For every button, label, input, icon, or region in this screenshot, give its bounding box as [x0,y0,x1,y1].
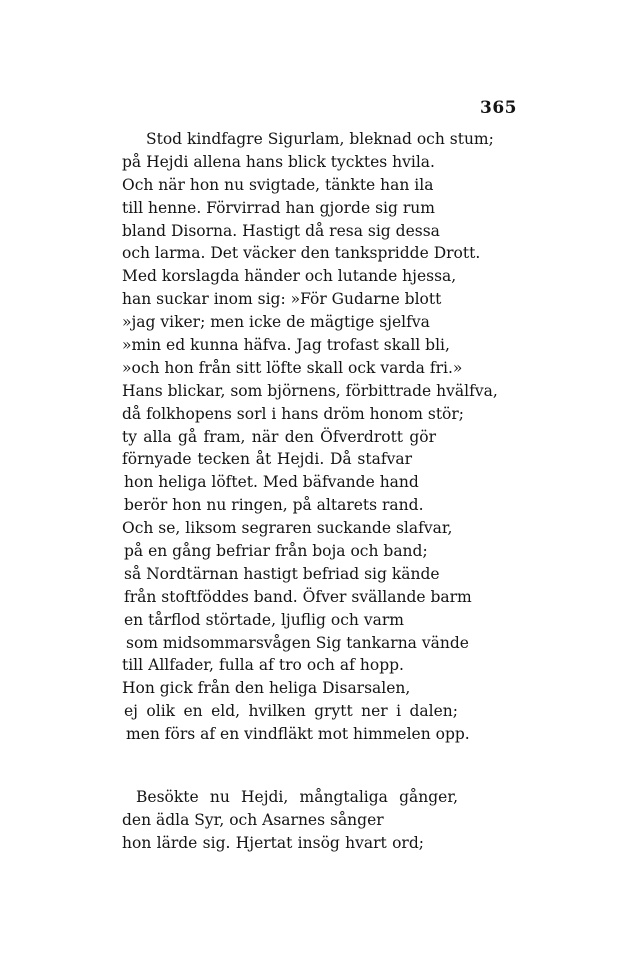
poem-line: han suckar inom sig: »För Gudarne blott [122,290,442,309]
poem-line: den ädla Syr, och Asarnes sånger [122,810,384,829]
poem-line: som midsommarsvågen Sig tankarna vände [126,633,469,652]
poem-line: hon heliga löftet. Med bäfvande hand [124,473,419,492]
poem-line: Besökte nu Hejdi, mångtaliga gånger, [136,788,458,806]
poem-line: Stod kindfagre Sigurlam, bleknad och stum; [146,130,494,148]
poem-line: men förs af en vindfläkt mot himmelen opp. [126,725,470,744]
poem-line: på Hejdi allena hans blick tycktes hvila. [122,152,435,171]
poem-line: då folkhopens sorl i hans dröm honom stör; [122,404,465,423]
poem-line: från stoftföddes band. Öfver svällande barm [124,587,472,606]
poem-line: och larma. Det väcker den tankspridde Drott. [122,244,481,263]
poem-line: till Allfader, fulla af tro och af hopp. [122,656,404,675]
poem-line: Hans blickar, som björnens, förbittrade hvälfva, [122,381,498,400]
poem-stanza-1 [122,128,498,746]
poem-line: hon lärde sig. Hjertat insög hvart ord; [122,833,424,852]
poem-line: till henne. Förvirrad han gjorde sig rum [122,198,435,217]
poem-line: en tårflod störtade, ljuflig och varm [124,610,404,629]
poem-line: »min ed kunna häfva. Jag trofast skall bli, [122,336,450,355]
poem-line: Med korslagda händer och lutande hjessa, [122,267,457,286]
poem-line: ej olik en eld, hvilken grytt ner i dalen; [124,702,458,721]
poem-line: så Nordtärnan hastigt befriad sig kände [124,564,440,583]
poem-line: på en gång befriar från boja och band; [124,542,428,561]
page-number: 365 [480,98,517,118]
poem-line: ty alla gå fram, när den Öfverdrott gör [122,427,436,446]
poem-line: berör hon nu ringen, på altarets rand. [124,496,424,515]
poem-line: Och när hon nu svigtade, tänkte han ila [122,175,434,194]
poem-line: »jag viker; men icke de mägtige sjelfva [122,313,430,332]
poem-line: bland Disorna. Hastigt då resa sig dessa [122,221,440,240]
poem-line: förnyade tecken åt Hejdi. Då stafvar [122,450,412,469]
poem-line: »och hon från sitt löfte skall ock varda fri.» [122,358,463,377]
poem-stanza-2 [122,786,492,855]
poem-line: Hon gick från den heliga Disarsalen, [122,679,411,698]
poem-line: Och se, liksom segraren suckande slafvar, [122,519,453,538]
